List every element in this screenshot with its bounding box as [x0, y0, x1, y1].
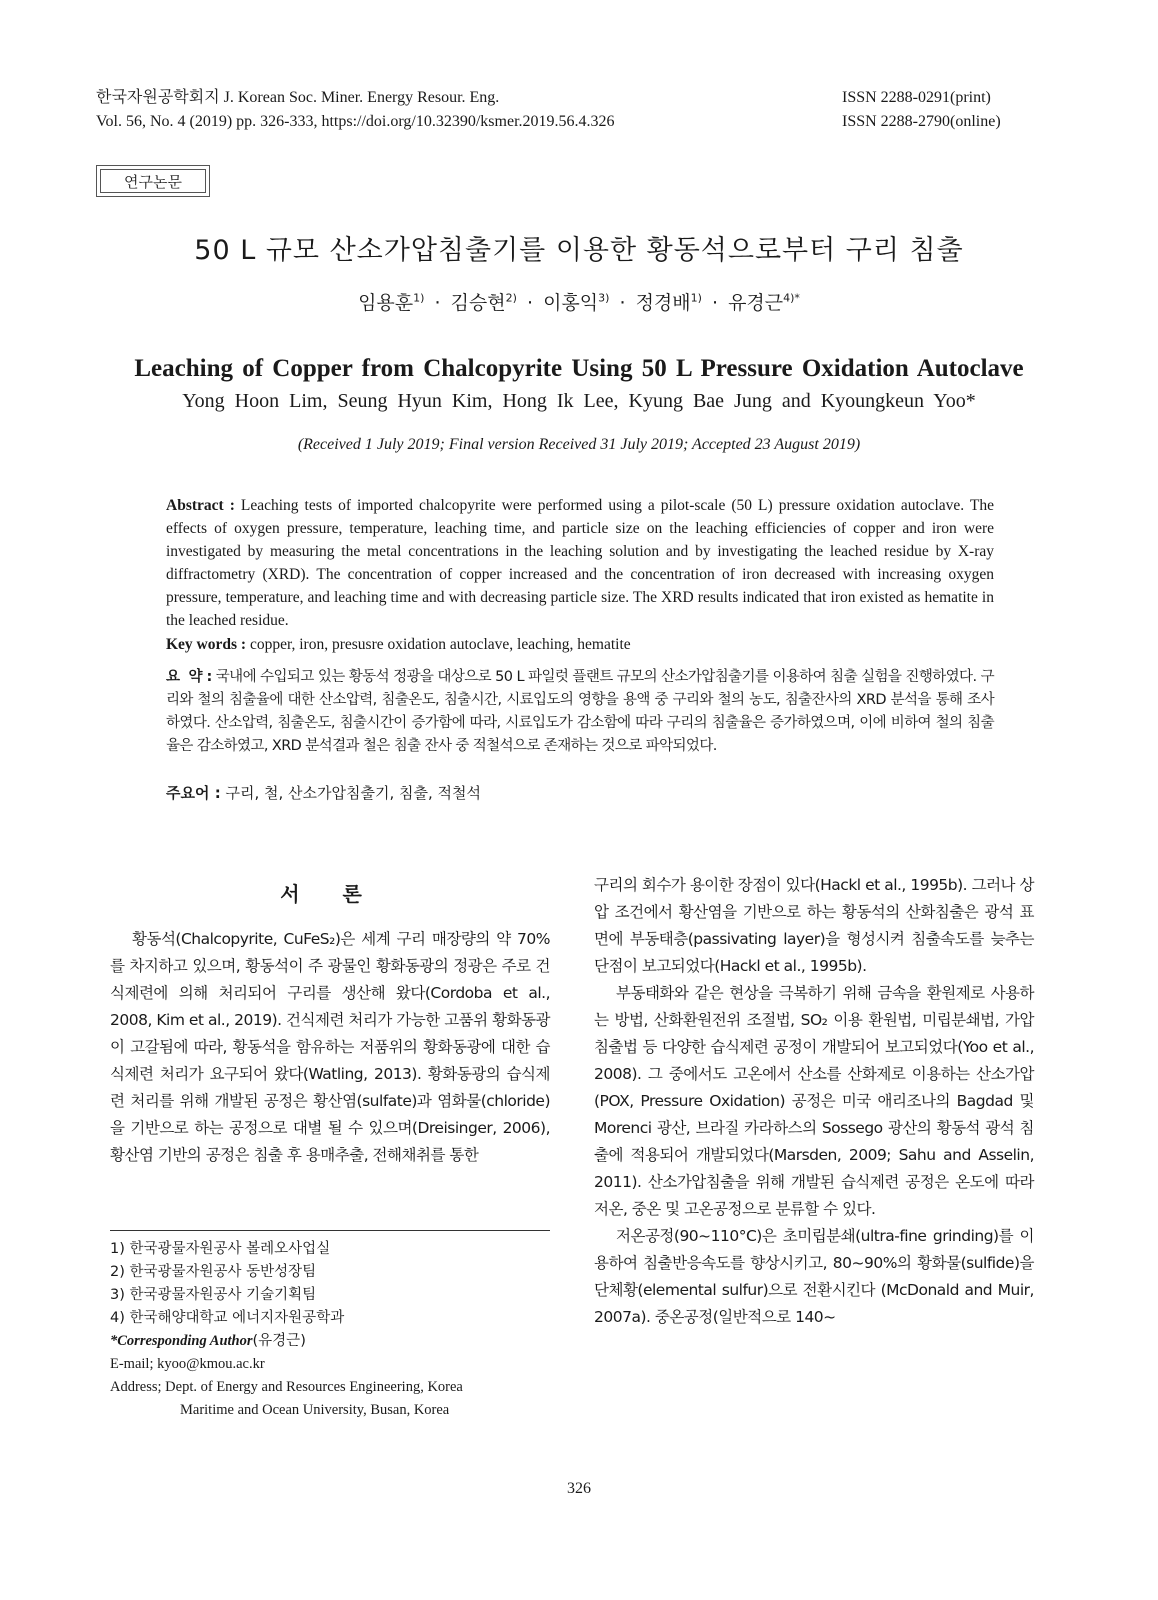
issn-block [842, 86, 1001, 134]
body-paragraph: 저온공정(90~110°C)은 초미립분쇄(ultra-fine grinding)를 이용하여 침출반응속도를 향상시키고, 80~90%의 황화물(sulfide)을 단체황(elemental sulfur)으로 전환시킨다 (McDonald and Muir, 2007a). 중온공정(일반적으로 140~ [594, 1227, 1034, 1326]
issn-online: ISSN 2288-2790(online) [842, 113, 1001, 130]
article-type-label: 연구논문 [100, 169, 206, 193]
keywords-ko-label: 주요어 : [166, 784, 221, 802]
issn-print: ISSN 2288-0291(print) [842, 89, 991, 106]
keywords-label: Key words : [166, 636, 247, 653]
author-email: E-mail; kyoo@kmou.ac.kr [110, 1356, 265, 1372]
authors-english: Yong Hoon Lim, Seung Hyun Kim, Hong Ik Lee, Kyung Bae Jung and Kyoungkeun Yoo* [182, 390, 976, 412]
volume-line: Vol. 56, No. 4 (2019) pp. 326-333, https://doi.org/10.32390/ksmer.2019.56.4.326 [96, 113, 615, 130]
footnotes [110, 1238, 550, 1422]
title-korean: 50 L 규모 산소가압침출기를 이용한 황동석으로부터 구리 침출 [194, 235, 964, 266]
keywords-text: copper, iron, presusre oxidation autoclave, leaching, hematite [249, 636, 631, 653]
title-english: Leaching of Copper from Chalcopyrite Using 50 L Pressure Oxidation Autoclave [134, 355, 1024, 382]
footnote-divider [110, 1230, 550, 1231]
author-address: Address; Dept. of Energy and Resources Engineering, Korea [110, 1379, 463, 1395]
received-dates: (Received 1 July 2019; Final version Received 31 July 2019; Accepted 23 August 2019) [297, 436, 861, 453]
author-separator: · [526, 292, 534, 314]
left-column [110, 926, 550, 1169]
author-separator: · [434, 292, 441, 314]
affiliation-footnote: 1) 한국광물자원공사 볼레오사업실 [110, 1241, 331, 1257]
author-ko: 임용훈$^{1)}$ [358, 291, 425, 314]
journal-header [96, 86, 615, 134]
keywords-ko-text: 구리, 철, 산소가압침출기, 침출, 적철석 [225, 784, 481, 802]
page-number: 326 [567, 1480, 591, 1497]
journal-line: 한국자원공학회지 J. Korean Soc. Miner. Energy Resour. Eng. [96, 89, 500, 106]
summary-text: 국내에 수입되고 있는 황동석 정광을 대상으로 50 L 파일럿 플랜트 규모의 산소가압침출기를 이용하여 침출 실험을 진행하였다. 구리와 철의 침출율에 대한 산소압력, 침출온도, 침출시간, 시료입도의 영향을 용액 중 구리와 철의 농도, 침출잔사의 XRD 분석을 통해 조사하였다. 산소압력, 침출온도, 침출시간이 증가함에 따라, 시료입도가 감소함에 따라 구리의 침출율은 증가하였으며, 이에 비하여 철의 침출율은 감소하였고, XRD 분석결과 철은 침출 잔사 중 적철석으로 존재하는 것으로 파악되었다. [166, 669, 994, 754]
author-ko: 정경배$^{1)}$ [635, 291, 702, 314]
author-ko: 이홍익$^{3)}$ [543, 291, 610, 314]
keywords-korean [166, 782, 994, 803]
author-separator: · [619, 292, 626, 314]
affiliation-footnote: 2) 한국광물자원공사 동반성장팀 [110, 1264, 317, 1280]
author-ko: 유경근$^{4)*}$ [728, 291, 800, 314]
summary-label: 요 약 : [166, 669, 212, 685]
body-paragraph: 구리의 회수가 용이한 장점이 있다(Hackl et al., 1995b). 그러나 상압 조건에서 황산염을 기반으로 하는 황동석의 산화침출은 광석 표면에 부동태층(passivating layer)을 형성시켜 침출속도를 늦추는 단점이 보고되었다(Hackl et al., 1995b). [594, 876, 1034, 975]
article-type-badge [96, 165, 210, 197]
body-paragraph: 황동석(Chalcopyrite, CuFeS₂)은 세계 구리 매장량의 약 70%를 차지하고 있으며, 황동석이 주 광물인 황화동광의 정광은 주로 건식제련에 의해 처리되어 구리를 생산해 왔다(Cordoba et al., 2008, Kim et al., 2019). 건식제련 처리가 가능한 고품위 황화동광이 고갈됨에 따라, 황동석을 함유하는 저품위의 황화동광에 대한 습식제련 처리가 요구되어 왔다(Watling, 2013). 황화동광의 습식제련 처리를 위해 개발된 공정은 황산염(sulfate)과 염화물(chloride)을 기반으로 하는 공정으로 대별 될 수 있으며(Dreisinger, 2006), 황산염 기반의 공정은 침출 후 용매추출, 전해채취를 통한 [110, 930, 550, 1164]
authors-korean [0, 288, 1158, 315]
corresponding-author: *Corresponding Author(유경근) [110, 1333, 306, 1349]
keywords [166, 636, 994, 654]
abstract-text: Leaching tests of imported chalcopyrite were performed using a pilot-scale (50 L) pressure oxidation autoclave. The effects of oxygen pressure, temperature, leaching time, and particle size on the leaching efficiencies of copper and iron were investigated by measuring the metal concentrations in the leaching solution and by investigating the leached residue by X-ray diffractometry (XRD). The concentration of copper increased and the concentration of iron decreased with increasing oxygen pressure, temperature, and leaching time and with decreasing particle size. The XRD results indicated that iron existed as hematite in the leached residue. [166, 497, 994, 629]
affiliation-footnote: 4) 한국해양대학교 에너지자원공학과 [110, 1310, 345, 1326]
author-address-cont: Maritime and Ocean University, Busan, Korea [180, 1402, 450, 1418]
body-paragraph: 부동태화와 같은 현상을 극복하기 위해 금속을 환원제로 사용하는 방법, 산화환원전위 조절법, SO₂ 이용 환원법, 미립분쇄법, 가압침출법 등 다양한 습식제련 공정이 개발되어 보고되었다(Yoo et al., 2008). 그 중에서도 고온에서 산소를 산화제로 이용하는 산소가압(POX, Pressure Oxidation) 공정은 미국 애리조나의 Bagdad 및 Morenci 광산, 브라질 카라하스의 Sossego 광산의 황동석 광석 침출에 적용되어 개발되었다(Marsden, 2009; Sahu and Asselin, 2011). 산소가압침출을 위해 개발된 습식제련 공정은 온도에 따라 저온, 중온 및 고온공정으로 분류할 수 있다. [594, 984, 1034, 1218]
section-heading-introduction: 서 론 [280, 882, 380, 906]
right-column [594, 872, 1034, 1331]
affiliation-footnote: 3) 한국광물자원공사 기술기획팀 [110, 1287, 317, 1303]
summary-korean [166, 666, 994, 758]
author-separator: · [711, 292, 719, 314]
author-ko: 김승현$^{2)}$ [450, 291, 517, 314]
abstract [166, 494, 994, 632]
abstract-label: Abstract : [166, 497, 235, 514]
